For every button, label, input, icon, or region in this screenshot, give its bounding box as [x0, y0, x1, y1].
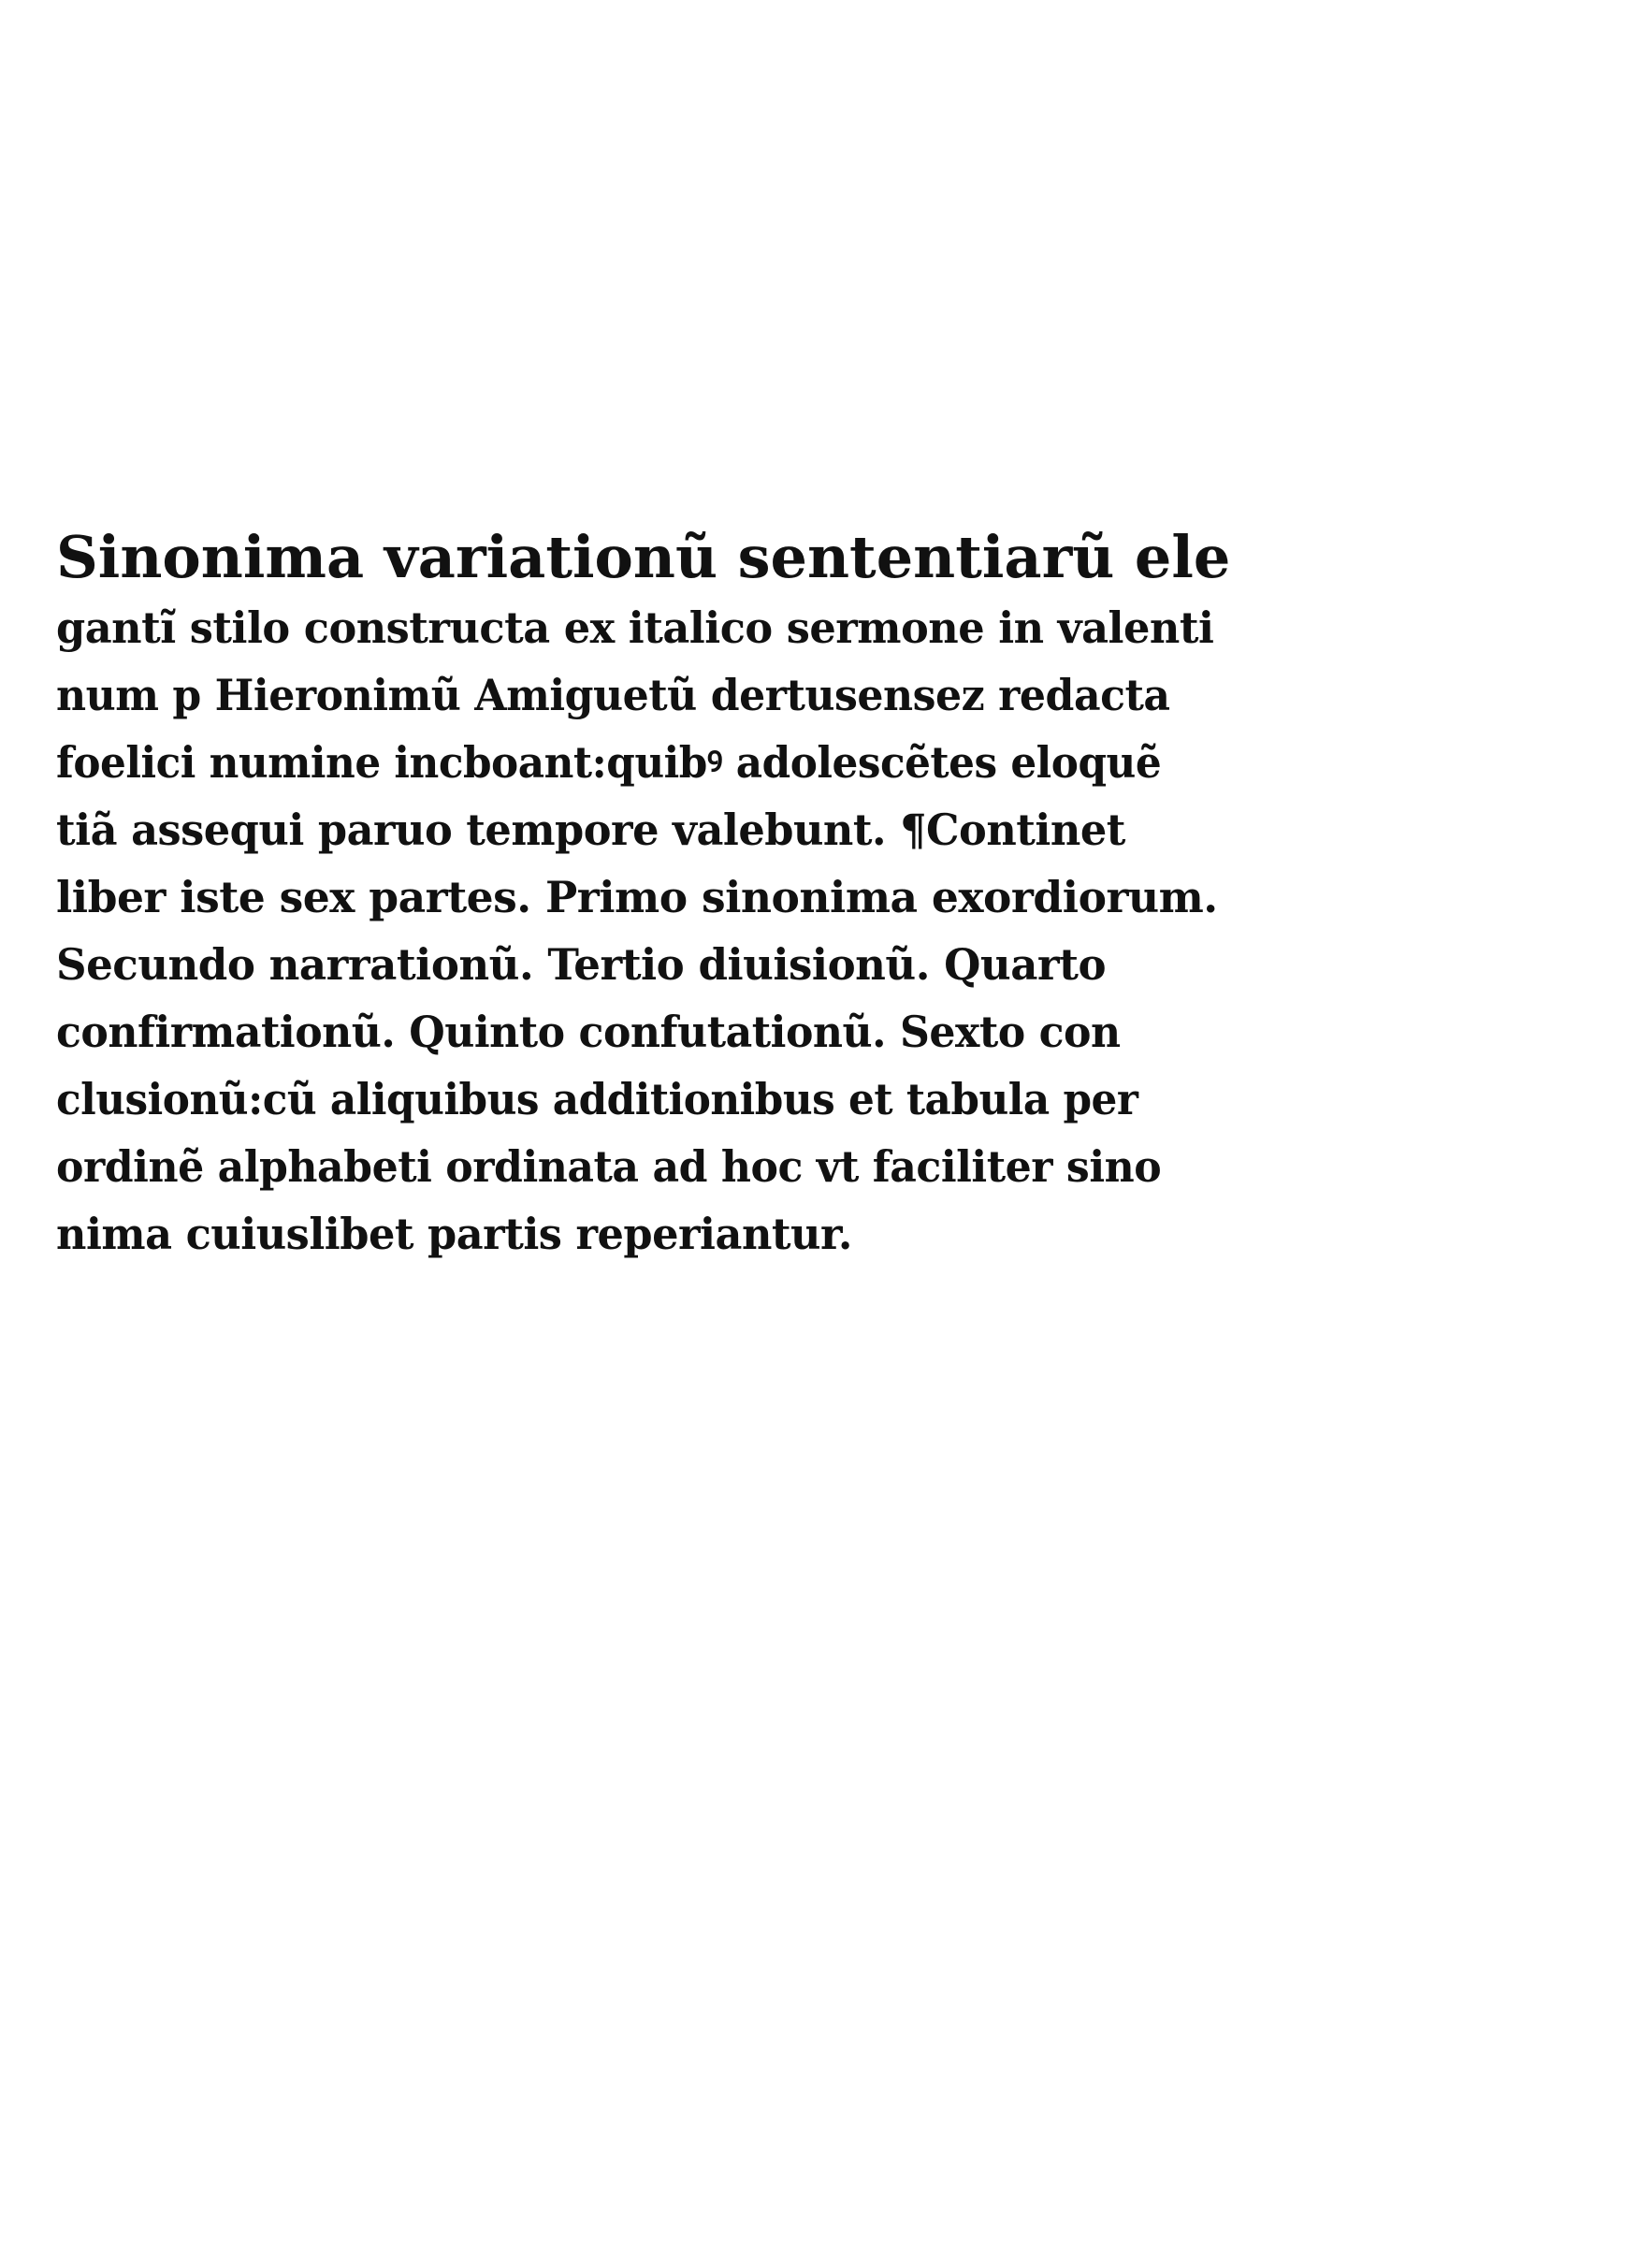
text-line: clusionũ:cũ aliquibus additionibus et tabula per — [56, 1074, 1138, 1124]
text-line: num p Hieronimũ Amiguetũ dertusensez redacta — [56, 670, 1170, 720]
text-line: nima cuiuslibet partis reperiantur. — [56, 1209, 852, 1259]
text-line: Sinonima variationũ sententiarũ ele — [56, 523, 1231, 591]
text-line: gantĩ stilo constructa ex italico sermone in valenti — [56, 602, 1214, 653]
text-line: tiã assequi paruo tempore valebunt. ¶Continet — [56, 805, 1125, 855]
text-line: confirmationũ. Quinto confutationũ. Sexto con — [56, 1007, 1121, 1057]
text-block — [56, 521, 1291, 1268]
text-line: ordinẽ alphabeti ordinata ad hoc vt faciliter sino — [56, 1141, 1162, 1192]
text-line: liber iste sex partes. Primo sinonima exordiorum. — [56, 872, 1218, 922]
title-page — [47, 510, 1291, 1272]
text-line: foelici numine incboant:quibꝰ adolescẽtes eloquẽ — [56, 737, 1162, 788]
text-line: Secundo narrationũ. Tertio diuisionũ. Quarto — [56, 939, 1107, 990]
